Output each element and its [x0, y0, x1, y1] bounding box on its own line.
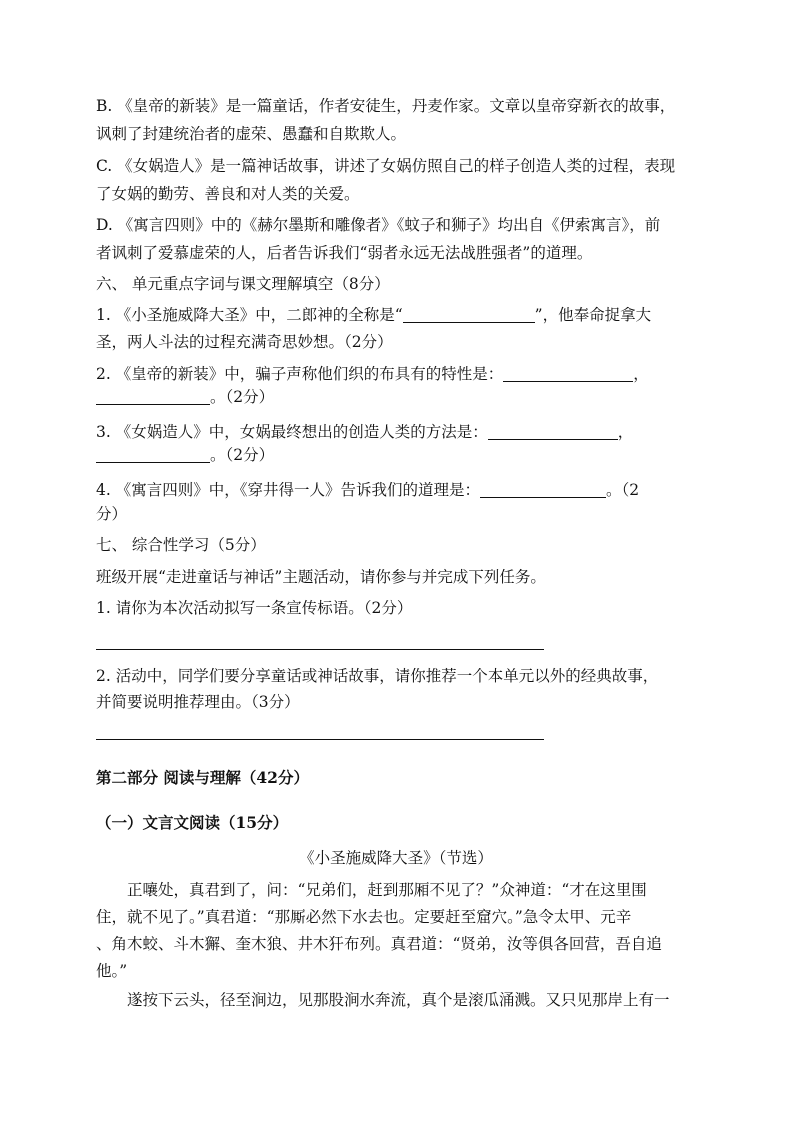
q3-answer-blank-2[interactable]: [96, 444, 210, 463]
section-7-heading: 七、 综合性学习（5分）: [96, 536, 266, 554]
q3-answer-blank-1[interactable]: [488, 421, 618, 440]
q4-answer-blank[interactable]: [480, 479, 606, 498]
section-6-heading: 六、 单元重点字词与课文理解填空（8分）: [96, 275, 390, 293]
option-d-line-1: D. 《寓言四则》中的《赫尔墨斯和雕像者》《蚊子和狮子》均出自《伊索寓言》，前: [96, 216, 661, 234]
passage-para-2-line-1: 遂按下云头，径至涧边，见那股涧水奔流，真个是滚瓜涌溅。又只见那岸上有一: [127, 991, 670, 1009]
option-b-line-2: 讽刺了封建统治者的虚荣、愚蠢和自欺欺人。: [96, 125, 407, 143]
passage-para-1-line-3: 、角木蛟、斗木獬、奎木狼、井木犴布列。真君道：“贤弟，汝等俱各回营，吾自追: [96, 935, 662, 953]
q7-1-answer-line[interactable]: [96, 649, 544, 650]
option-d-line-2: 者讽刺了爱慕虚荣的人，后者告诉我们“弱者永远无法战胜强者”的道理。: [96, 244, 593, 262]
part-2-heading: 第二部分 阅读与理解（42分）: [96, 768, 309, 787]
passage-para-1-line-1: 正嚷处，真君到了，问：“兄弟们，赶到那厢不见了？”众神道：“才在这里围: [127, 881, 647, 899]
q4-text-a: 4. 《寓言四则》中，《穿井得一人》告诉我们的道理是：: [96, 481, 480, 499]
q2-text-a: 2. 《皇帝的新装》中，骗子声称他们织的布具有的特性是：: [96, 365, 504, 383]
q2-text-c: 。（2分）: [210, 388, 275, 406]
part-2-subheading: （一）文言文阅读（15分）: [96, 813, 289, 832]
option-b-line-1: B. 《皇帝的新装》是一篇童话，作者安徒生，丹麦作家。文章以皇帝穿新衣的故事，: [96, 97, 676, 115]
passage-title: 《小圣施威降大圣》（节选）: [299, 849, 493, 867]
passage-para-1-line-2: 住，就不见了。”真君道：“那厮必然下水去也。定要赶至窟穴。”急令太甲、元辛: [96, 908, 632, 926]
option-c-line-1: C. 《女娲造人》是一篇神话故事，讲述了女娲仿照自己的样子创造人类的过程，表现: [96, 157, 676, 175]
fill-question-4-line-2: 分）: [96, 505, 128, 523]
q1-text-a: 1. 《小圣施威降大圣》中，二郎神的全称是“: [96, 306, 403, 324]
q1-text-b: ”，他奉命捉拿大: [534, 306, 652, 324]
q4-text-b: 。（2: [605, 481, 640, 499]
option-c-line-2: 了女娲的勤劳、善良和对人类的关爱。: [96, 185, 360, 203]
passage-para-1-line-4: 他。”: [96, 962, 128, 980]
q2-answer-blank-1[interactable]: [503, 363, 633, 382]
section-7-question-2-line-2: 并简要说明推荐理由。（3分）: [96, 693, 300, 711]
fill-question-2-line-2: [96, 381, 696, 413]
section-7-intro: 班级开展“走进童话与神话”主题活动，请你参与并完成下列任务。: [96, 568, 546, 586]
q3-text-a: 3. 《女娲造人》中，女娲最终想出的创造人类的方法是：: [96, 423, 488, 441]
section-7-question-1: 1. 请你为本次活动拟写一条宣传标语。（2分）: [96, 599, 413, 617]
fill-question-1-line-2: 圣，两人斗法的过程充满奇思妙想。（2分）: [96, 333, 393, 351]
q3-text-c: 。（2分）: [210, 446, 275, 464]
q2-text-b: ，: [633, 365, 649, 383]
section-7-question-2-line-1: 2. 活动中，同学们要分享童话或神话故事，请你推荐一个本单元以外的经典故事，: [96, 667, 659, 685]
q3-text-b: ，: [617, 423, 634, 441]
q1-answer-blank[interactable]: [403, 304, 535, 323]
q2-answer-blank-2[interactable]: [96, 386, 210, 405]
q7-2-answer-line[interactable]: [96, 739, 544, 740]
fill-question-3-line-2: [96, 439, 696, 471]
